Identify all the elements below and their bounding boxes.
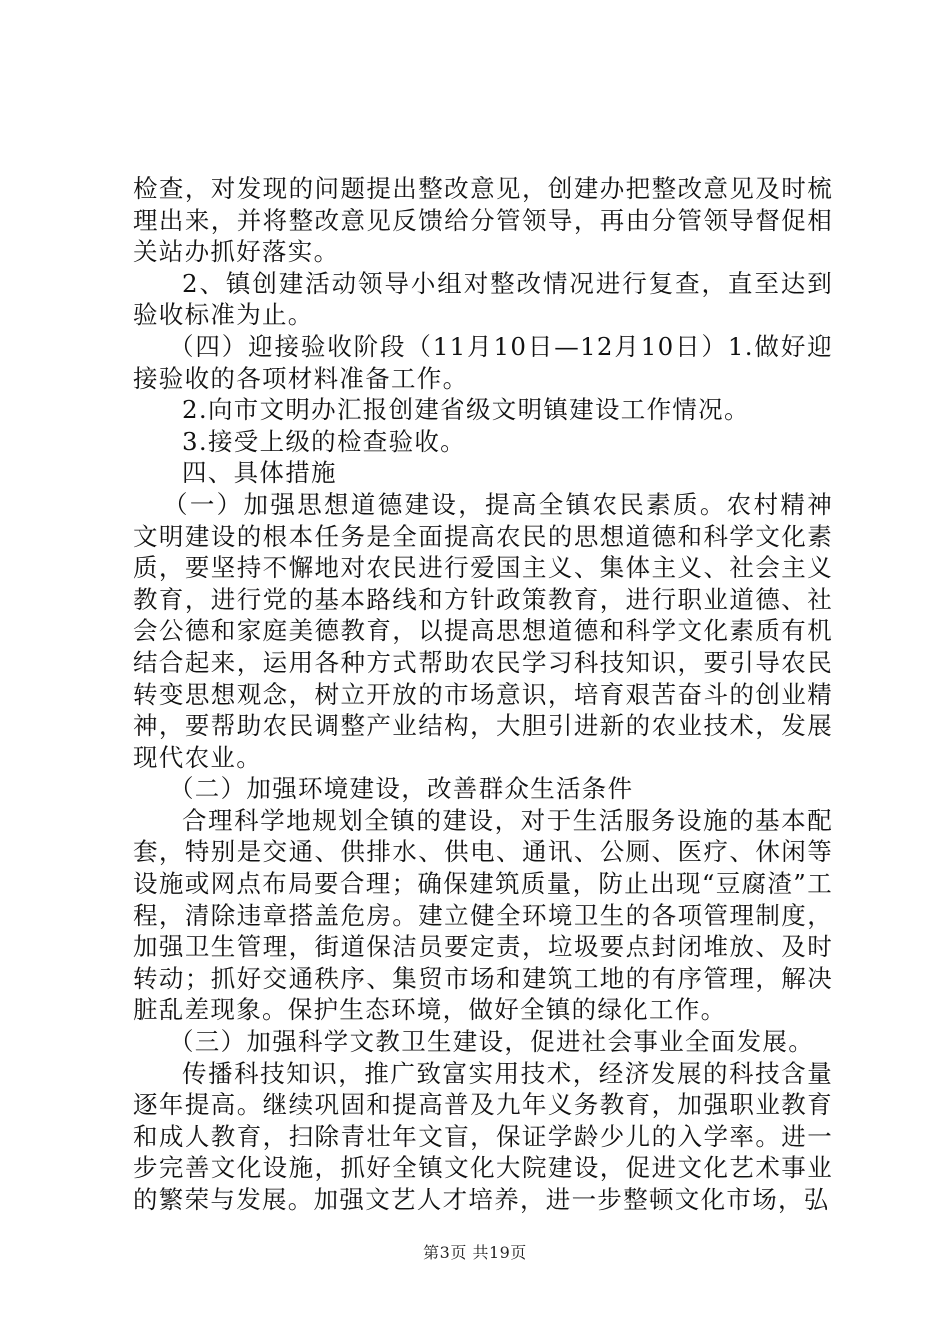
paragraph-moral-construction: （一）加强思想道德建设，提高全镇农民素质。农村精神文明建设的根本任务是全面提高农民的思想道德和科学文化素质，要坚持不懈地对农民进行爱国主义、集体主义、社会主义教育，进行党的基本路线和方针政策教育，进行职业道德、社会公德和家庭美德教育，以提高思想道德和科学文化素质有机结合起来，运用各种方式帮助农民学习科技知识，要引导农民转变思想观念，树立开放的市场意识，培育艰苦奋斗的创业精神，要帮助农民调整产业结构，大胆引进新的农业技术，发展现代农业。 [133,489,833,772]
section-heading-measures: 四、具体措施 [182,458,337,488]
subheading-environment: （二）加强环境建设，改善群众生活条件 [169,774,634,804]
paragraph-review-step: 2、镇创建活动领导小组对整改情况进行复查，直至达到验收标准为止。 [133,268,833,330]
paragraph-continuation: 检查，对发现的问题提出整改意见，创建办把整改意见及时梳理出来，并将整改意见反馈给分管领导，再由分管领导督促相关站办抓好落实。 [133,174,833,267]
page-footer: 第3页 共19页 [423,1243,527,1262]
subheading-science-education: （三）加强科学文教卫生建设，促进社会事业全面发展。 [169,1027,814,1057]
paragraph-science-education: 传播科技知识，推广致富实用技术，经济发展的科技含量逐年提高。继续巩固和提高普及九年义务教育，加强职业教育和成人教育，扫除青壮年文盲，保证学龄少儿的入学率。进一步完善文化设施，抓好全镇文化大院建设，促进文化艺术事业的繁荣与发展。加强文艺人才培养，进一步整顿文化市场，弘 [133,1058,833,1214]
paragraph-inspection-step: 3.接受上级的检查验收。 [182,426,466,456]
document-body [133,173,833,1216]
paragraph-acceptance-stage: （四）迎接验收阶段（11月10日—12月10日）1.做好迎接验收的各项材料准备工作。 [133,331,833,393]
paragraph-environment: 合理科学地规划全镇的建设，对于生活服务设施的基本配套，特别是交通、供排水、供电、通讯、公厕、医疗、休闲等设施或网点布局要合理；确保建筑质量，防止出现“豆腐渣”工程，清除违章搭盖危房。建立健全环境卫生的各项管理制度，加强卫生管理，街道保洁员要定责，垃圾要点封闭堆放、及时转动；抓好交通秩序、集贸市场和建筑工地的有序管理，解决脏乱差现象。保护生态环境，做好全镇的绿化工作。 [133,805,833,1025]
paragraph-report-step: 2.向市文明办汇报创建省级文明镇建设工作情况。 [182,395,750,425]
